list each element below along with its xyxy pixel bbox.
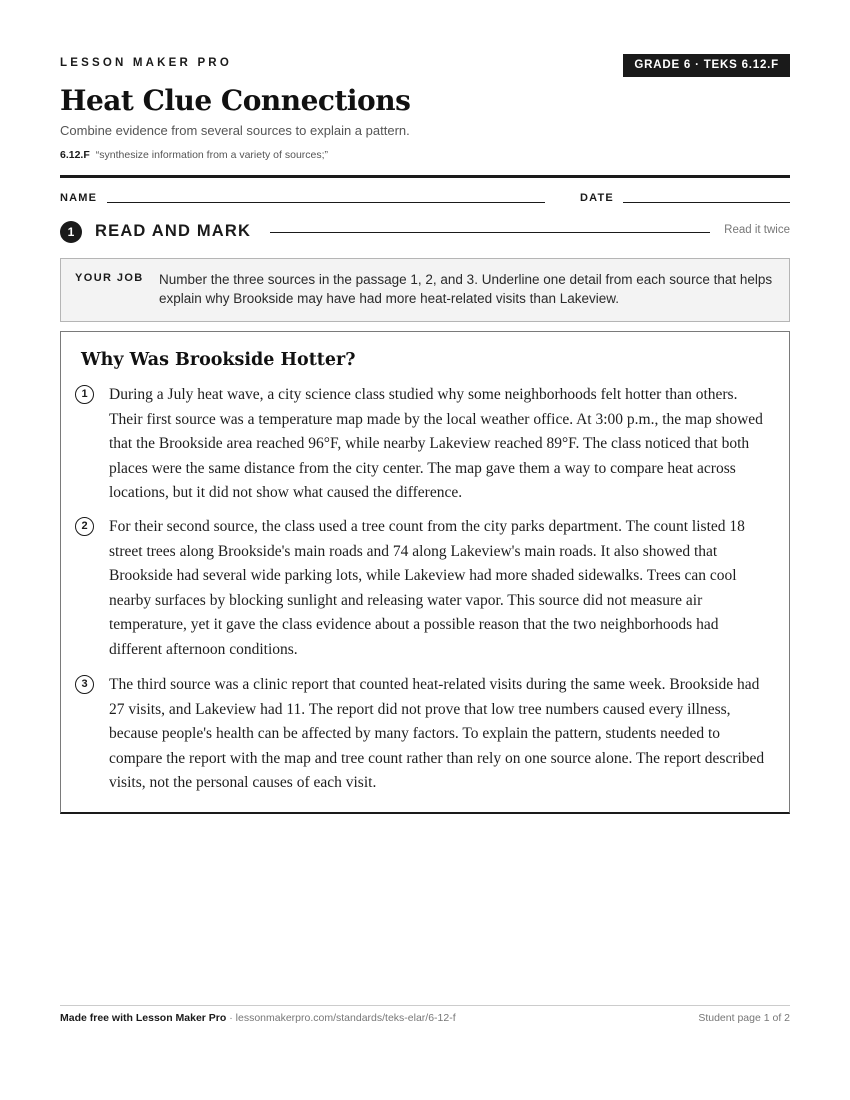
paragraph-number-3: 3 — [75, 675, 94, 694]
footer-maker: Made free with Lesson Maker Pro — [60, 1012, 227, 1024]
paragraph-text-2: For their second source, the class used a tree count from the city parks department. The count listed 18 street trees along Brookside's main roads and 74 along Lakeview's main roads. It also showed that Brookside had several wide parking lots, while Lakeview had more shaded sidewalks. Trees can cool nearby surfaces by blocking sunlight and releasing water vapor. This source did not measure air temperature, yet it gave the class evidence about a possible reason that the two neighborhoods had different afternoon conditions. — [109, 518, 745, 658]
job-text: Number the three sources in the passage 1, 2, and 3. Underline one detail from each source that helps explain why Brookside may have had more heat-related visits than Lakeview. — [159, 272, 773, 306]
paragraph-number-2: 2 — [75, 517, 94, 536]
brand-name: LESSON MAKER PRO — [60, 57, 232, 69]
grade-badge: GRADE 6 · TEKS 6.12.F — [623, 54, 790, 77]
footer-url: · lessonmakerpro.com/standards/teks-elar/6-12-f — [226, 1012, 456, 1024]
footer-divider — [60, 1005, 790, 1006]
footer-credit — [60, 1012, 456, 1024]
step-number-badge: 1 — [60, 221, 82, 243]
paragraph-text-1: During a July heat wave, a city science class studied why some neighborhoods felt hotter than others. Their first source was a temperature map made by the local weather office. At 3:00 p.m., the map showed that the Brookside area reached 96°F, while nearby Lakeview reached 89°F. The class noticed that both places were the same distance from the city center. The map gave them a way to compare heat across locations, but it did not show what caused the difference. — [109, 386, 763, 501]
job-instructions-box — [60, 258, 790, 322]
step-divider — [270, 232, 710, 233]
date-label: DATE — [580, 192, 614, 204]
standard-line — [60, 149, 328, 161]
step-title: READ AND MARK — [95, 222, 252, 240]
page-subtitle: Combine evidence from several sources to explain a pattern. — [60, 123, 410, 138]
standard-code: 6.12.F — [60, 149, 90, 161]
page-title: Heat Clue Connections — [60, 84, 411, 117]
passage-title: Why Was Brookside Hotter? — [81, 350, 356, 370]
date-field[interactable] — [623, 202, 790, 203]
name-field[interactable] — [107, 202, 545, 203]
worksheet-page — [60, 0, 790, 1100]
header-divider — [60, 175, 790, 178]
step-note: Read it twice — [724, 224, 790, 236]
paragraph-text-3: The third source was a clinic report that counted heat-related visits during the same week. Brookside had 27 visits, and Lakeview had 11. The report did not prove that low tree numbers caused every illness, because people's health can be affected by many factors. To explain the pattern, students needed to compare the report with the map and tree count rather than rely on one source alone. The report described visits, not the personal causes of each visit. — [109, 676, 765, 791]
paragraph-number-1: 1 — [75, 385, 94, 404]
passage-box — [60, 331, 790, 814]
standard-text: “synthesize information from a variety of sources;” — [95, 149, 329, 161]
name-label: NAME — [60, 192, 98, 204]
footer-page-number: Student page 1 of 2 — [698, 1012, 790, 1024]
job-label: YOUR JOB — [75, 272, 144, 284]
